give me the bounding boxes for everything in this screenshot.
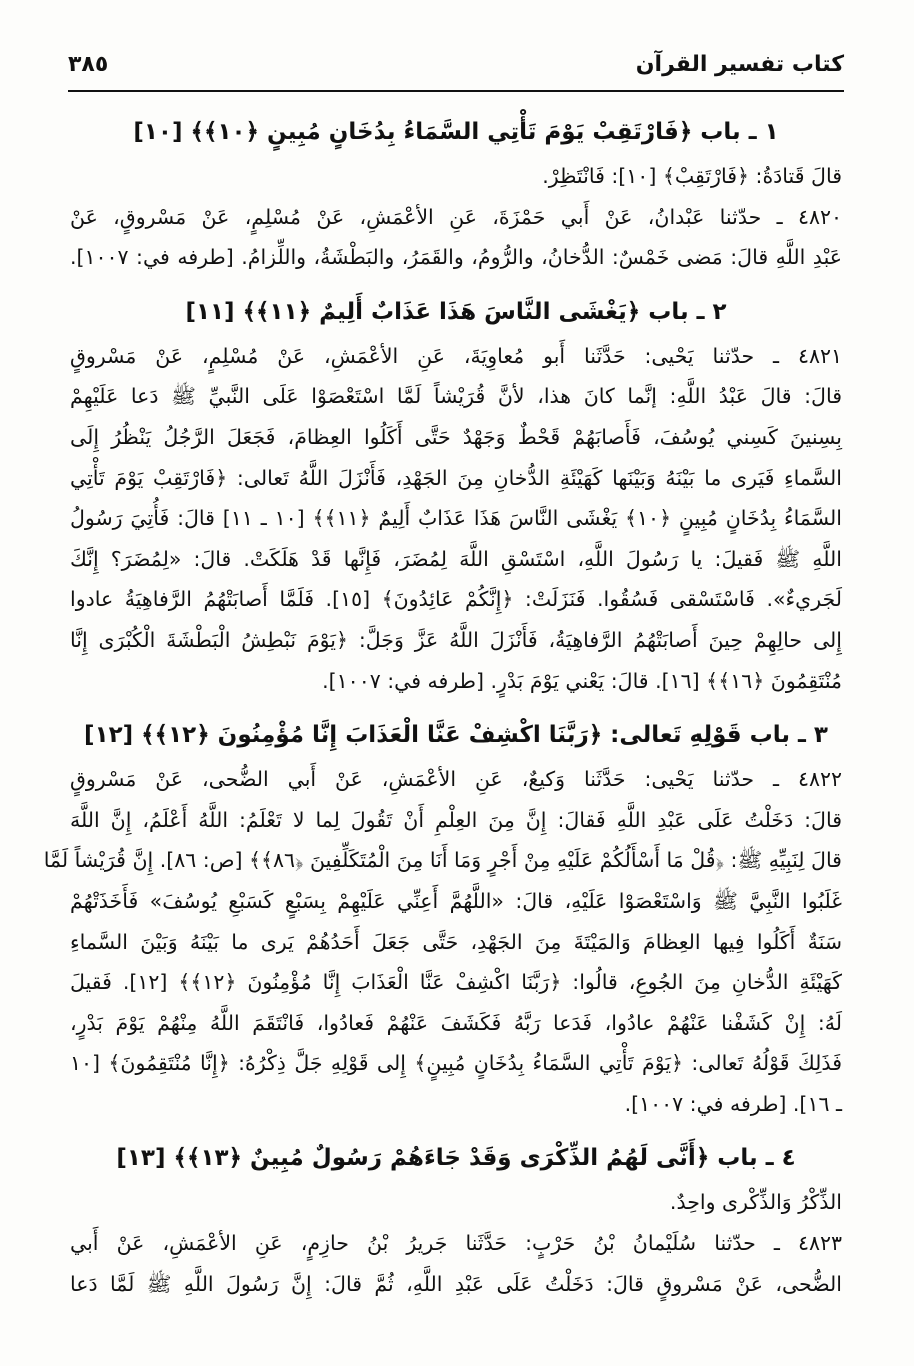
text-line: قالَ قَتادَةُ: ﴿فَارْتَقِبْ﴾ [١٠]: فَانْتَظِرْ. — [542, 164, 842, 188]
chapter-heading: ٤ ـ باب ﴿أَنَّى لَهُمُ الذِّكْرَى وَقَدْ جَاءَهُمْ رَسُولٌ مُبِينٌ ﴿١٣﴾﴾ [١٣] — [116, 1145, 796, 1172]
page-content — [43, 108, 842, 1304]
hadith-line: ٤٨٢٣ ـ حدّثنا سُلَيْمانُ بْنُ حَرْبٍ: حَدَّثَنا جَريرُ بْنُ حازِمٍ، عَنِ الأعْمَشِ، عَنْ أَبي — [70, 1231, 842, 1256]
hadith-line: ٤٨٢٢ ـ حدّثنا يَحْيى: حَدَّثَنا وَكيعٌ، عَنِ الأعْمَشِ، عَنْ أَبي الضُّحى، عَنْ مَسْروقٍ — [70, 767, 842, 792]
text-line: ـ ١٦]. [طرفه في: ١٠٠٧]. — [624, 1091, 842, 1116]
chapter-heading: ١ ـ باب ﴿فَارْتَقِبْ يَوْمَ تَأْتِي السَّمَاءُ بِدُخَانٍ مُبِينٍ ﴿١٠﴾﴾ [١٠] — [133, 119, 779, 145]
page-number: ٣٨٥ — [68, 52, 109, 77]
text-line: فَذَلِكَ قَوْلُهُ تَعالى: ﴿يَوْمَ تَأْتِي السَّمَاءُ بِدُخَانٍ مُبِينٍ﴾ إِلى قَوْلِهِ جَلَّ ذِكْرُهُ: ﴿إِنَّا مُنْتَقِمُونَ﴾ [١٠ — [70, 1051, 842, 1076]
page-header — [68, 48, 844, 92]
text-line: لَجَريءٌ». فَاسْتَسْقى فَسُقُوا. فَنَزَلَتْ: ﴿إِنَّكُمْ عَائِدُونَ﴾ [١٥]. فَلَمَّا أَصابَتْهُمُ الرَّفاهِيَةُ عادوا — [70, 587, 842, 612]
text-line: الضُّحى، عَنْ مَسْروقٍ قالَ: دَخَلْتُ عَلَى عَبْدِ اللَّهِ، ثُمَّ قالَ: إِنَّ رَسُولَ اللَّهِ ﷺ لَمَّا دَعا — [70, 1271, 842, 1296]
text-line: السَّماءِ فَيَرى ما بَيْنَهُ وَبَيْنَها كَهَيْئَةِ الدُّخانِ مِنَ الجَهْدِ، فَأَنْزَلَ اللَّهُ تَعالى: ﴿فَارْتَقِبْ يَوْمَ تَأْتِي — [70, 465, 842, 490]
text-line: مُنْتَقِمُونَ ﴿١٦﴾﴾ [١٦]. قالَ: يَعْني يَوْمَ بَدْرٍ. [طرفه في: ١٠٠٧]. — [322, 668, 842, 693]
hadith-line: ٤٨٢١ ـ حدّثنا يَحْيى: حَدَّثَنا أَبو مُعاوِيَةَ، عَنِ الأعْمَشِ، عَنْ مُسْلِمٍ، عَنْ مَسْروقٍ — [70, 343, 842, 368]
text-line: قالَ: دَخَلْتُ عَلَى عَبْدِ اللَّهِ فَقالَ: إِنَّ مِنَ العِلْمِ أَنْ تَقُولَ لِما لا تَعْلَمُ: اللَّهُ أَعْلَمُ، إِنَّ اللَّهَ — [70, 807, 842, 832]
text-line: قالَ: قالَ عَبْدُ اللَّهِ: إنَّما كانَ هذا، لأنَّ قُرَيْشاً لَمَّا اسْتَعْصَوْا عَلَى النَّبيِّ ﷺ دَعا عَلَيْهِمْ — [70, 384, 842, 409]
text-line: كَهَيْئَةِ الدُّخانِ مِنَ الجُوعِ، قالُوا: ﴿رَبَّنَا اكْشِفْ عَنَّا الْعَذَابَ إِنَّا مُؤْمِنُونَ ﴿١٢﴾﴾ [١٢]. فَقيلَ — [70, 970, 842, 995]
chapter-heading: ٣ ـ باب قَوْلِهِ تَعالى: ﴿رَبَّنَا اكْشِفْ عَنَّا الْعَذَابَ إِنَّا مُؤْمِنُونَ ﴿١٢﴾﴾ [١٢] — [84, 722, 828, 749]
text-line: الذِّكْرُ وَالذِّكْرى واحِدٌ. — [669, 1190, 842, 1215]
text-line: غَلَبُوا النَّبِيَّ ﷺ وَاسْتَعْصَوْا عَلَيْهِ، قالَ: «اللَّهُمَّ أَعِنِّي عَلَيْهِمْ بِسَبْعٍ كَسَبْعِ يُوسُفَ» فَأَخَذَتْهُمْ — [70, 888, 842, 913]
text-line: السَّمَاءُ بِدُخَانٍ مُبِينٍ ﴿١٠﴾ يَغْشَى النَّاسَ هَذَا عَذَابٌ أَلِيمٌ ﴿١١﴾﴾ [١٠ ـ ١١] قالَ: فَأُتِيَ رَسُولُ — [70, 506, 842, 531]
text-line: سَنَةٌ أَكَلُوا فِيها العِظامَ وَالمَيْتَةَ مِنَ الجَهْدِ، حَتَّى جَعَلَ أَحَدُهُمْ يَرى ما بَيْنَهُ وَبَيْنَ السَّماءِ — [70, 929, 842, 954]
text-line: بِسِنينَ كَسِني يُوسُفَ، فَأَصابَهُمْ قَحْطٌ وَجَهْدٌ حَتَّى أَكَلُوا العِظامَ، فَجَعَلَ الرَّجُلُ يَنْظُرُ إِلَى — [70, 424, 842, 449]
book-title: كتاب تفسير القرآن — [635, 52, 844, 77]
text-line: إِلى حالِهِمْ حِينَ أَصابَتْهُمُ الرَّفاهِيَةُ، فَأَنْزَلَ اللَّهُ عَزَّ وَجَلَّ: ﴿يَوْمَ نَبْطِشُ الْبَطْشَةَ الْكُبْرَى إِنَّا — [70, 627, 842, 652]
hadith-line: ٤٨٢٠ ـ حدّثنا عَبْدانُ، عَنْ أَبي حَمْزَةَ، عَنِ الأعْمَشِ، عَنْ مُسْلِمٍ، عَنْ مَسْروقٍ، عَنْ — [70, 204, 842, 229]
text-line: لَهُ: إِنْ كَشَفْنا عَنْهُمْ عادُوا، فَدَعا رَبَّهُ فَكَشَفَ عَنْهُمْ فَعادُوا، فَانْتَقَمَ اللَّهُ مِنْهُمْ يَوْمَ بَدْرٍ، — [70, 1010, 842, 1035]
chapter-heading: ٢ ـ باب ﴿يَغْشَى النَّاسَ هَذَا عَذَابٌ أَلِيمٌ ﴿١١﴾﴾ [١١] — [185, 298, 727, 325]
text-line: اللَّهِ ﷺ فَقيلَ: يا رَسُولَ اللَّهِ، اسْتَسْقِ اللَّهَ لِمُضَرَ، فَإِنَّها قَدْ هَلَكَتْ. قالَ: «لِمُضَرَ؟ إِنَّكَ — [70, 546, 842, 571]
text-line: عَبْدِ اللَّهِ قالَ: مَضى خَمْسٌ: الدُّخانُ، والرُّومُ، والقَمَرُ، والبَطْشَةُ، واللِّزامُ. [طرفه في: ١٠٠٧]. — [70, 245, 842, 270]
text-line: قالَ لِنَبِيِّهِ ﷺ: ﴿قُلْ مَا أَسْأَلُكُمْ عَلَيْهِ مِنْ أَجْرٍ وَمَا أَنَا مِنَ الْمُتَكَلِّفِينَ ﴿٨٦﴾﴾ [ص: ٨٦]. إِنَّ قُرَيْشاً لَمَّا — [43, 848, 842, 873]
